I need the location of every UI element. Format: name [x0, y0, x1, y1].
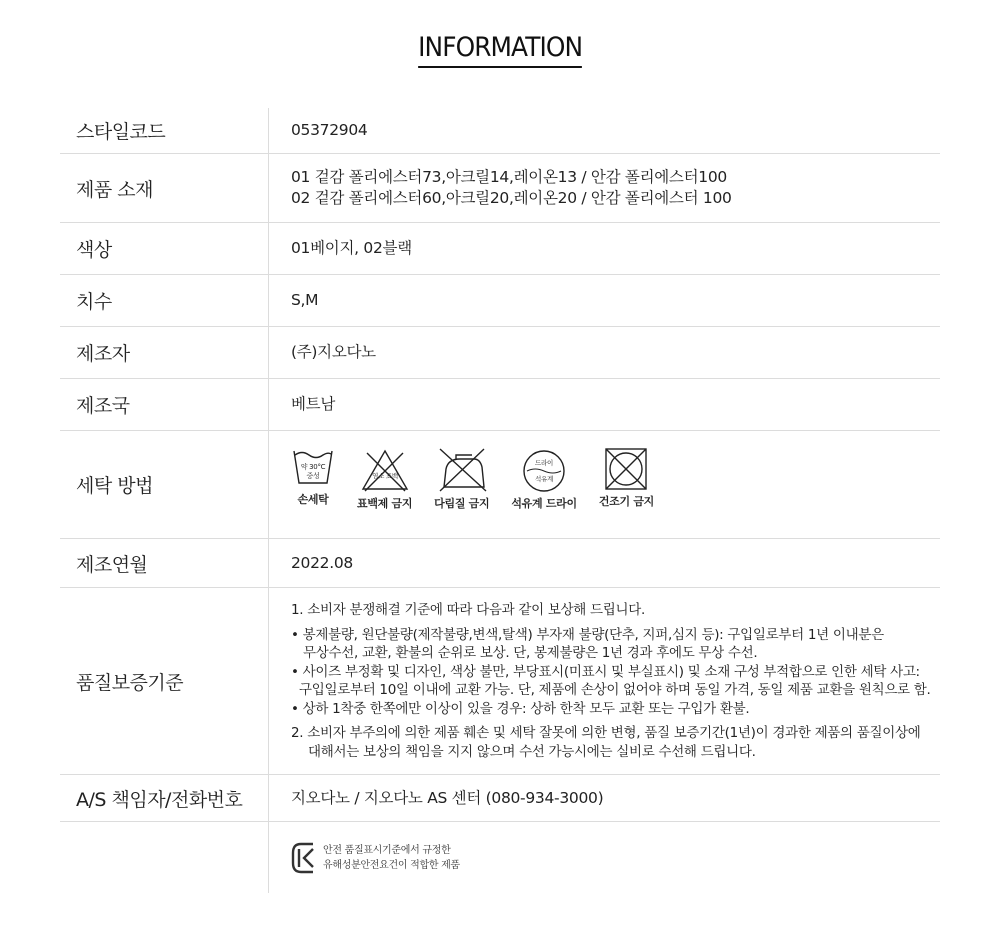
- row-quality: [60, 588, 940, 775]
- value-as: 지오다노 / 지오다노 AS 센터 (080-934-3000): [291, 788, 604, 807]
- kc-text: [323, 843, 460, 873]
- label-maker: 제조자: [76, 343, 130, 365]
- row-kc: [60, 822, 940, 893]
- row-as: [60, 775, 940, 822]
- row-washing: [60, 431, 940, 539]
- row-manufacture-date: [60, 539, 940, 588]
- value-material-line: 02 겉감 폴리에스터60,아크릴20,레이온20 / 안감 폴리에스터 100: [291, 189, 732, 207]
- value-country-cell: [268, 379, 940, 430]
- value-color-cell: [268, 223, 940, 274]
- no-bleach-text: 염소 표백: [371, 472, 398, 480]
- label-style-code: 스타일코드: [76, 121, 166, 143]
- value-quality-cell: [268, 588, 940, 774]
- quality-line: 구입일로부터 10일 이내에 교환 가능. 단, 제품에 손상이 없어야 하며 동일 가격, 동일 제품 교환을 원칙으로 함.: [299, 682, 931, 698]
- value-as-cell: [268, 775, 940, 821]
- row-size: [60, 275, 940, 327]
- label-country: 제조국: [76, 395, 130, 417]
- wash-item: [511, 447, 577, 511]
- wash-item: [434, 447, 489, 511]
- quality-line: 1. 소비자 분쟁해결 기준에 따라 다음과 같이 보상해 드립니다.: [291, 602, 645, 618]
- quality-line: • 봉제불량, 원단불량(제작불량,변색,탈색) 부자재 불량(단추, 지퍼,심지 등): 구입일로부터 1년 이내분은: [291, 626, 884, 643]
- wash-item: [291, 447, 335, 507]
- no-iron-icon: [436, 447, 488, 493]
- hand-wash-icon: [291, 447, 335, 489]
- dry-clean-petroleum-icon: [521, 447, 567, 493]
- row-maker: [60, 327, 940, 379]
- quality-line: • 상하 1착중 한쪽에만 이상이 있을 경우: 상하 한착 모두 교환 또는 구입가 환불.: [291, 700, 750, 717]
- value-size-cell: [268, 275, 940, 326]
- quality-line: 2. 소비자 부주의에 의한 제품 훼손 및 세탁 잘못에 의한 변형, 품질 보증기간(1년)이 경과한 제품의 품질이상에: [291, 725, 921, 741]
- value-color: 01베이지, 02블랙: [291, 239, 412, 257]
- value-style-code: 05372904: [291, 121, 368, 139]
- kc-text-line: 안전 품질표시기준에서 규정한: [323, 844, 451, 856]
- kc-mark-icon: [291, 841, 317, 875]
- quality-line: 대해서는 보상의 책임을 지지 않으며 수선 가능시에는 실비로 수선해 드립니다.: [308, 743, 756, 760]
- row-material: [60, 154, 940, 223]
- no-bleach-icon: [359, 447, 411, 493]
- value-material-cell: [268, 154, 940, 222]
- wash-caption: 석유계 드라이: [511, 497, 577, 510]
- wash-caption: 건조기 금지: [598, 495, 655, 508]
- label-manufacture-date: 제조연월: [76, 553, 148, 576]
- value-style-code-cell: [268, 108, 940, 153]
- value-maker: (주)지오다노: [291, 343, 376, 361]
- label-material: 제품 소재: [76, 178, 153, 201]
- label-as: A/S 책임자/전화번호: [76, 788, 243, 811]
- value-manufacture-date-cell: [268, 539, 940, 587]
- hand-wash-temp: 약 30°C: [300, 463, 326, 471]
- dry-clean-top-text: 드라이: [535, 459, 554, 467]
- quality-line: • 사이즈 부정확 및 디자인, 색상 불만, 부당표시(미표시 및 부실표시) 및 소재 구성 부적합으로 인한 세탁 사고:: [291, 663, 920, 680]
- wash-caption: 다림질 금지: [434, 497, 490, 510]
- value-manufacture-date: 2022.08: [291, 553, 353, 572]
- wash-item: [599, 447, 654, 509]
- row-color: [60, 223, 940, 275]
- row-country: [60, 379, 940, 431]
- dry-clean-bottom-text: 석유계: [535, 475, 554, 483]
- quality-line: 무상수선, 교환, 환불의 순위로 보상. 단, 봉제불량은 1년 경과 후에도 무상 수선.: [303, 645, 758, 661]
- kc-cell: [268, 822, 940, 893]
- kc-text-line: 유해성분안전요건이 적합한 제품: [323, 859, 460, 871]
- no-tumble-dry-icon: [602, 447, 650, 491]
- label-size: 치수: [76, 291, 112, 313]
- page-title-wrap: [0, 30, 1000, 68]
- hand-wash-detergent: 중성: [306, 472, 320, 480]
- wash-caption: 표백제 금지: [357, 497, 413, 510]
- row-style-code: [60, 108, 940, 154]
- value-country: 베트남: [291, 395, 336, 413]
- page-title: INFORMATION: [418, 30, 582, 68]
- label-washing: 세탁 방법: [76, 475, 153, 497]
- value-material-line: 01 겉감 폴리에스터73,아크릴14,레이온13 / 안감 폴리에스터100: [291, 168, 727, 186]
- wash-item: [357, 447, 412, 511]
- washing-icons: [268, 431, 940, 538]
- value-size: S,M: [291, 291, 319, 309]
- label-quality: 품질보증기준: [76, 671, 184, 694]
- value-maker-cell: [268, 327, 940, 378]
- label-color: 색상: [76, 239, 112, 261]
- wash-caption: 손세탁: [297, 493, 329, 506]
- info-table: [60, 108, 940, 893]
